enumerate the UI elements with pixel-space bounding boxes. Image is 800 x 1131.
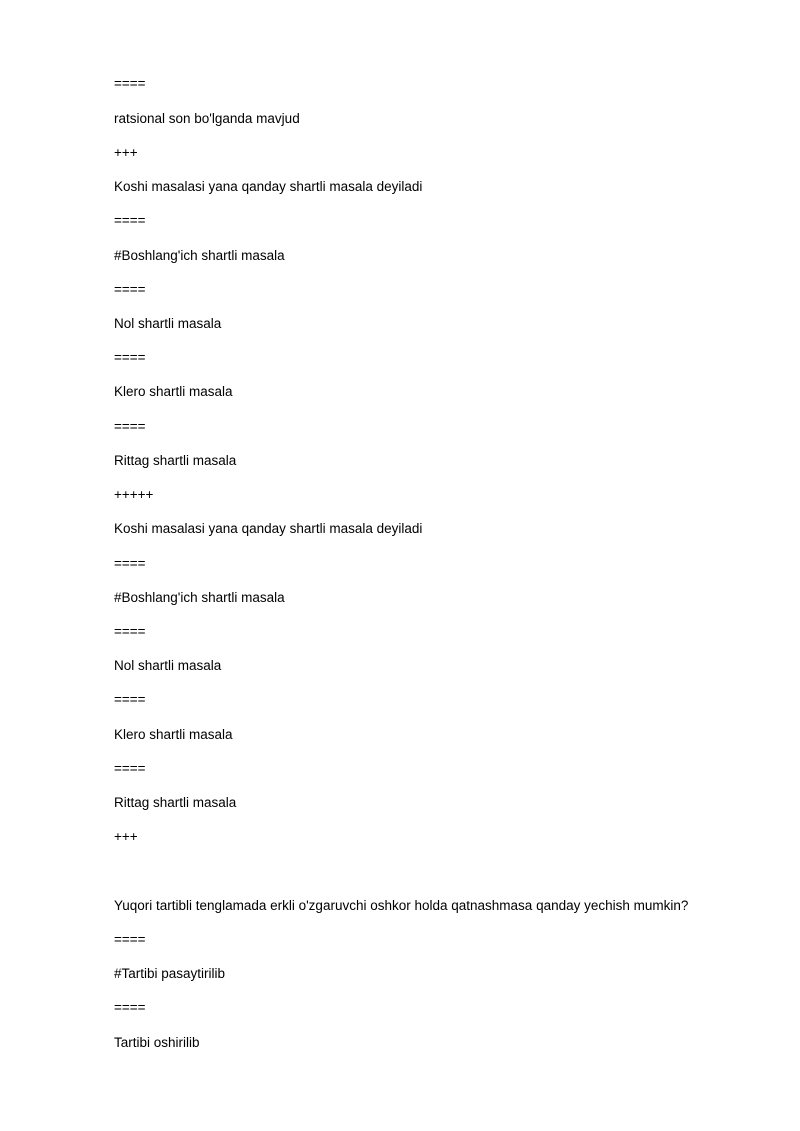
- separator-line: ====: [114, 213, 146, 228]
- separator-line: ====: [114, 556, 146, 571]
- answer-text: Klero shartli masala: [114, 384, 233, 399]
- separator-line: ====: [114, 282, 146, 297]
- answer-text: Nol shartli masala: [114, 658, 222, 673]
- question-text: Koshi masalasi yana qanday shartli masala deyiladi: [114, 521, 423, 536]
- separator-line: ====: [114, 350, 146, 365]
- question-text: Yuqori tartibli tenglamada erkli o'zgaruvchi oshkor holda qatnashmasa qanday yechish mumkin?: [114, 898, 689, 913]
- separator-line: ====: [114, 761, 146, 776]
- separator-line: ====: [114, 419, 146, 434]
- answer-text: Nol shartli masala: [114, 316, 222, 331]
- question-text: Koshi masalasi yana qanday shartli masala deyiladi: [114, 179, 423, 194]
- separator-line: ====: [114, 624, 146, 639]
- correct-answer-text: #Boshlang'ich shartli masala: [114, 590, 285, 605]
- question-marker: +++: [114, 829, 138, 844]
- answer-text: ratsional son bo'lganda mavjud: [114, 111, 300, 126]
- separator-line: ====: [114, 76, 146, 91]
- answer-text: Rittag shartli masala: [114, 453, 237, 468]
- separator-line: ====: [114, 692, 146, 707]
- answer-text: Rittag shartli masala: [114, 795, 237, 810]
- answer-text: Tartibi oshirilib: [114, 1035, 200, 1050]
- correct-answer-text: #Tartibi pasaytirilib: [114, 966, 226, 981]
- question-marker: +++++: [114, 487, 154, 502]
- separator-line: ====: [114, 1000, 146, 1015]
- correct-answer-text: #Boshlang'ich shartli masala: [114, 248, 285, 263]
- separator-line: ====: [114, 932, 146, 947]
- answer-text: Klero shartli masala: [114, 727, 233, 742]
- question-marker: +++: [114, 145, 138, 160]
